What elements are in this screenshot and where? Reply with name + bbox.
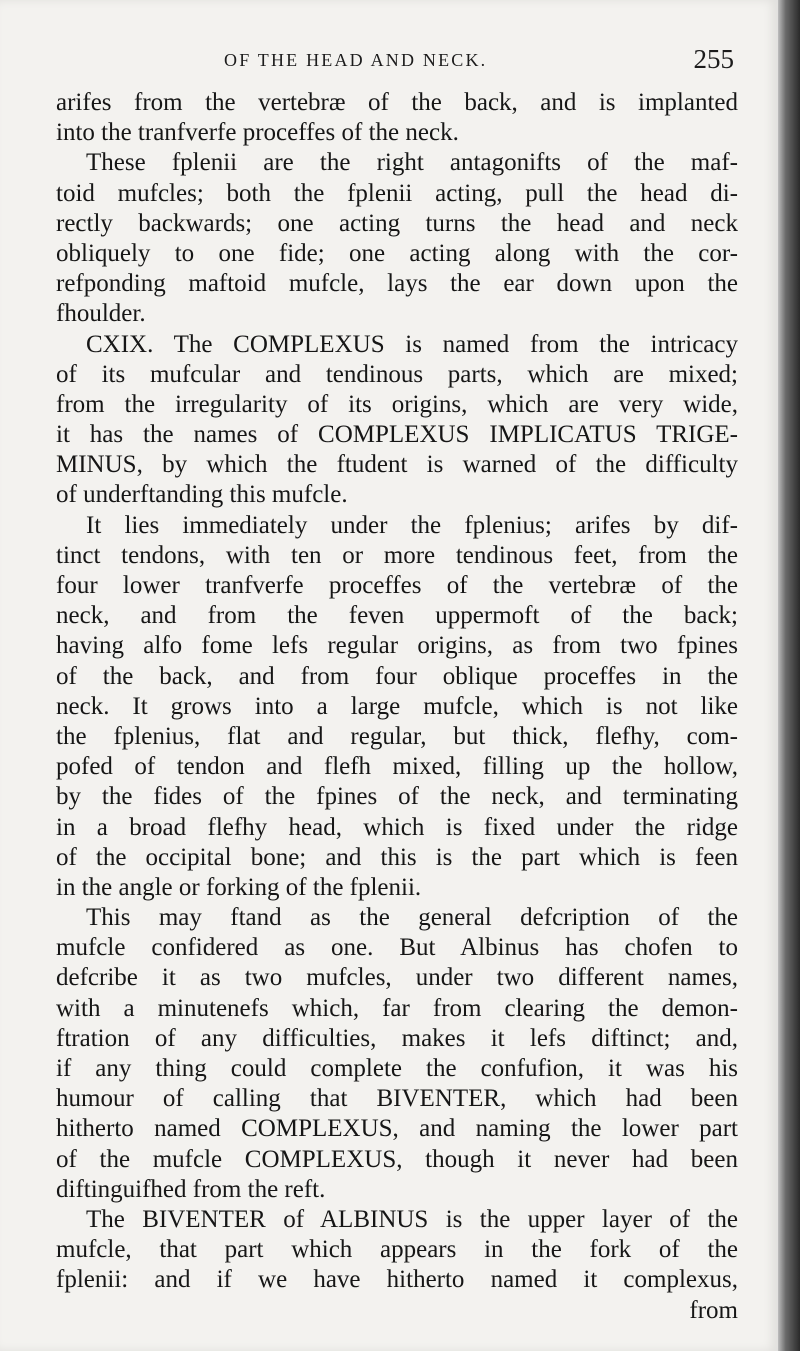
text-line: hitherto named COMPLEXUS, and naming the lower part	[56, 1115, 738, 1143]
text-line: ftration of any difficulties, makes it lefs diftinct; and,	[56, 1024, 738, 1052]
text-line: These fplenii are the right antagonifts of the maf-	[86, 149, 738, 177]
text-line: having alfo fome lefs regular origins, as from two fpines	[56, 632, 738, 660]
text-line: into the tranfverfe proceffes of the neck.	[56, 119, 459, 147]
text-line: This may ftand as the general defcription of the	[86, 904, 738, 932]
text-line: defcribe it as two mufcles, under two different names,	[56, 964, 738, 992]
text-line: tinct tendons, with ten or more tendinous feet, from the	[56, 541, 738, 569]
text-line: it has the names of COMPLEXUS IMPLICATUS TRIGE-	[56, 421, 738, 449]
text-line: from the irregularity of its origins, which are very wide,	[56, 390, 738, 418]
text-line: rectly backwards; one acting turns the head and neck	[56, 209, 738, 237]
text-line: of the occipital bone; and this is the part which is feen	[56, 843, 738, 871]
text-line: The BIVENTER of ALBINUS is the upper layer of the	[86, 1205, 738, 1233]
text-line: the fplenius, flat and regular, but thick, flefhy, com-	[56, 722, 738, 750]
text-line: humour of calling that BIVENTER, which had been	[56, 1085, 738, 1113]
text-line: MINUS, by which the ftudent is warned of the difficulty	[56, 451, 738, 479]
page-edge-shadow	[778, 0, 800, 1351]
text-line: obliquely to one fide; one acting along with the cor-	[56, 239, 738, 267]
text-line: arifes from the vertebræ of the back, and is implanted	[56, 89, 738, 116]
text-line: mufcle confidered as one. But Albinus has chofen to	[56, 934, 738, 962]
text-line: pofed of tendon and flefh mixed, filling up the hollow,	[56, 753, 738, 781]
page-header	[56, 44, 738, 78]
text-line: diftinguifhed from the reft.	[56, 1175, 326, 1203]
text-line: of its mufcular and tendinous parts, which are mixed;	[56, 360, 738, 388]
running-head: OF THE HEAD AND NECK.	[224, 50, 488, 70]
body-text	[56, 88, 738, 1326]
text-line: CXIX. The COMPLEXUS is named from the intricacy	[86, 330, 738, 358]
text-line: if any thing could complete the confufion, it was his	[56, 1055, 738, 1082]
text-line: with a minutenefs which, far from clearing the demon-	[56, 994, 738, 1022]
catchword: from	[689, 1296, 738, 1324]
text-line: refponding maftoid mufcle, lays the ear down upon the	[56, 270, 738, 298]
text-line: by the fides of the fpines of the neck, and terminating	[56, 783, 738, 811]
text-line: of the mufcle COMPLEXUS, though it never had been	[56, 1145, 738, 1173]
page-number: 255	[693, 44, 734, 74]
text-line: four lower tranfverfe proceffes of the vertebræ of the	[56, 572, 738, 599]
text-line: fplenii: and if we have hitherto named it complexus,	[56, 1266, 738, 1294]
text-line: neck. It grows into a large mufcle, which is not like	[56, 692, 738, 720]
text-line: fhoulder.	[56, 300, 146, 328]
text-line: in a broad flefhy head, which is fixed under the ridge	[56, 813, 738, 841]
text-line: It lies immediately under the fplenius; arifes by dif-	[86, 511, 738, 539]
text-line: in the angle or forking of the fplenii.	[56, 873, 422, 901]
text-line: mufcle, that part which appears in the fork of the	[56, 1236, 738, 1264]
text-line: toid mufcles; both the fplenii acting, pull the head di-	[56, 179, 738, 207]
text-line: of the back, and from four oblique proceffes in the	[56, 662, 738, 690]
text-line: neck, and from the feven uppermoft of the back;	[56, 602, 738, 630]
text-line: of underftanding this mufcle.	[56, 481, 348, 509]
